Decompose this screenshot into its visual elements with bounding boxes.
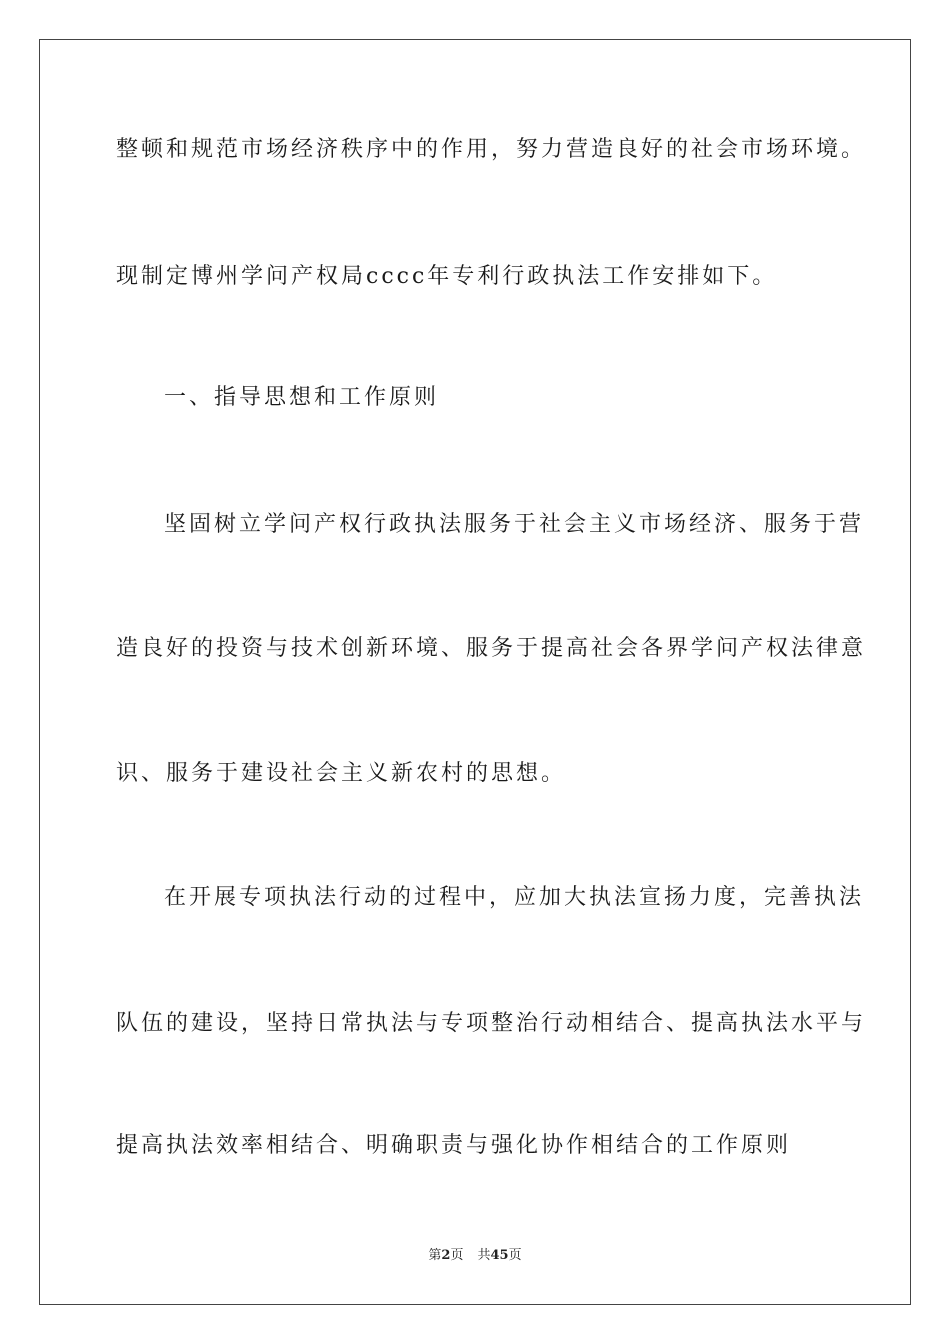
page-prefix: 第 xyxy=(428,1248,442,1263)
page-footer xyxy=(0,1247,950,1265)
body-line-7: 在开展专项执法行动的过程中，应加大执法宣扬力度，完善执法 xyxy=(164,885,865,910)
body-line-1: 整顿和规范市场经济秩序中的作用，努力营造良好的社会市场环境。 xyxy=(116,137,867,162)
body-line-4: 坚固树立学问产权行政执法服务于社会主义市场经济、服务于营 xyxy=(164,512,865,537)
body-line-9: 提高执法效率相结合、明确职责与强化协作相结合的工作原则 xyxy=(116,1133,792,1158)
body-line-5: 造良好的投资与技术创新环境、服务于提高社会各界学问产权法律意 xyxy=(116,636,867,661)
page-border xyxy=(39,39,911,1305)
total-prefix: 共 xyxy=(477,1248,491,1263)
page-suffix: 页 xyxy=(450,1248,464,1263)
section-heading: 一、指导思想和工作原则 xyxy=(164,385,440,410)
total-suffix: 页 xyxy=(508,1248,522,1263)
body-line-2: 现制定博州学问产权局cccc年专利行政执法工作安排如下。 xyxy=(116,264,778,289)
page-number: 2 xyxy=(441,1248,451,1263)
body-line-6: 识、服务于建设社会主义新农村的思想。 xyxy=(116,761,567,786)
total-pages: 45 xyxy=(490,1248,509,1263)
body-line-8: 队伍的建设，坚持日常执法与专项整治行动相结合、提高执法水平与 xyxy=(116,1011,867,1036)
